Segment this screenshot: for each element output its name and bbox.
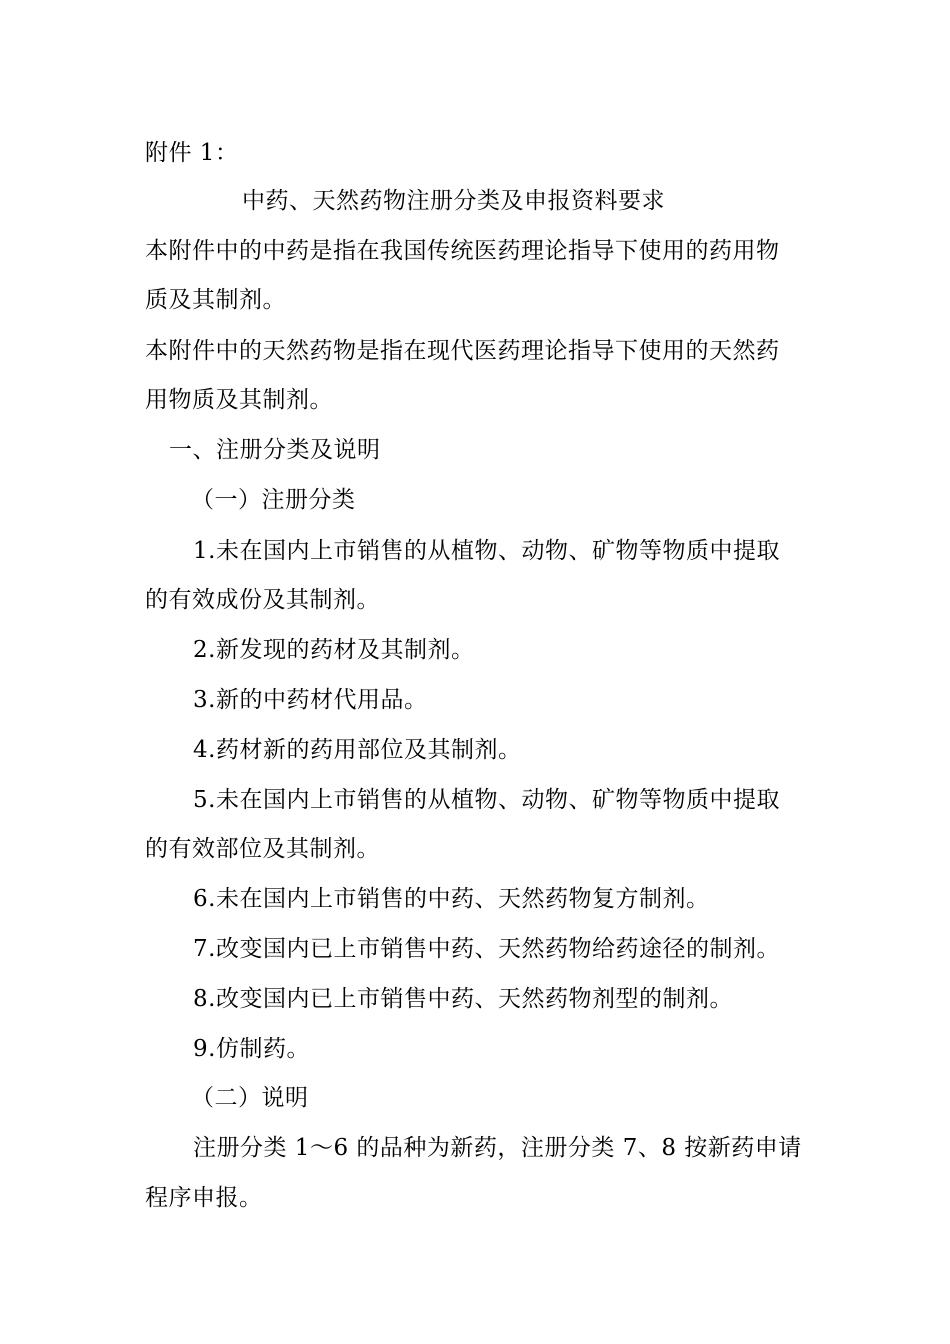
category-item-5-line-2: 的有效部位及其制剂。: [145, 836, 380, 862]
intro-paragraph-1-line-1: 本附件中的中药是指在我国传统医药理论指导下使用的药用物: [145, 238, 780, 264]
category-item-3: 3.新的中药材代用品。: [193, 687, 428, 713]
category-item-7: 7.改变国内已上市销售中药、天然药物给药途径的制剂。: [193, 936, 780, 962]
category-item-8: 8.改变国内已上市销售中药、天然药物剂型的制剂。: [193, 986, 733, 1012]
subsection-heading-1: （一）注册分类: [191, 487, 356, 513]
document-title: 中药、天然药物注册分类及申报资料要求: [242, 188, 665, 214]
note-line-1: 注册分类 1～6 的品种为新药，注册分类 7、8 按新药申请: [193, 1135, 802, 1161]
note-line-2: 程序申报。: [145, 1185, 263, 1211]
subsection-heading-2: （二）说明: [191, 1085, 309, 1111]
category-item-4: 4.药材新的药用部位及其制剂。: [193, 737, 522, 763]
category-item-1-line-1: 1.未在国内上市销售的从植物、动物、矿物等物质中提取: [193, 538, 780, 564]
intro-paragraph-2-line-2: 用物质及其制剂。: [145, 387, 333, 413]
category-item-1-line-2: 的有效成份及其制剂。: [145, 587, 380, 613]
category-item-2: 2.新发现的药材及其制剂。: [193, 637, 475, 663]
intro-paragraph-2-line-1: 本附件中的天然药物是指在现代医药理论指导下使用的天然药: [145, 338, 780, 364]
category-item-5-line-1: 5.未在国内上市销售的从植物、动物、矿物等物质中提取: [193, 787, 780, 813]
intro-paragraph-1-line-2: 质及其制剂。: [145, 287, 286, 313]
category-item-9: 9.仿制药。: [193, 1036, 310, 1062]
attachment-label: 附件 1：: [145, 140, 239, 166]
category-item-6: 6.未在国内上市销售的中药、天然药物复方制剂。: [193, 886, 710, 912]
section-heading-1: 一、注册分类及说明: [169, 437, 381, 463]
